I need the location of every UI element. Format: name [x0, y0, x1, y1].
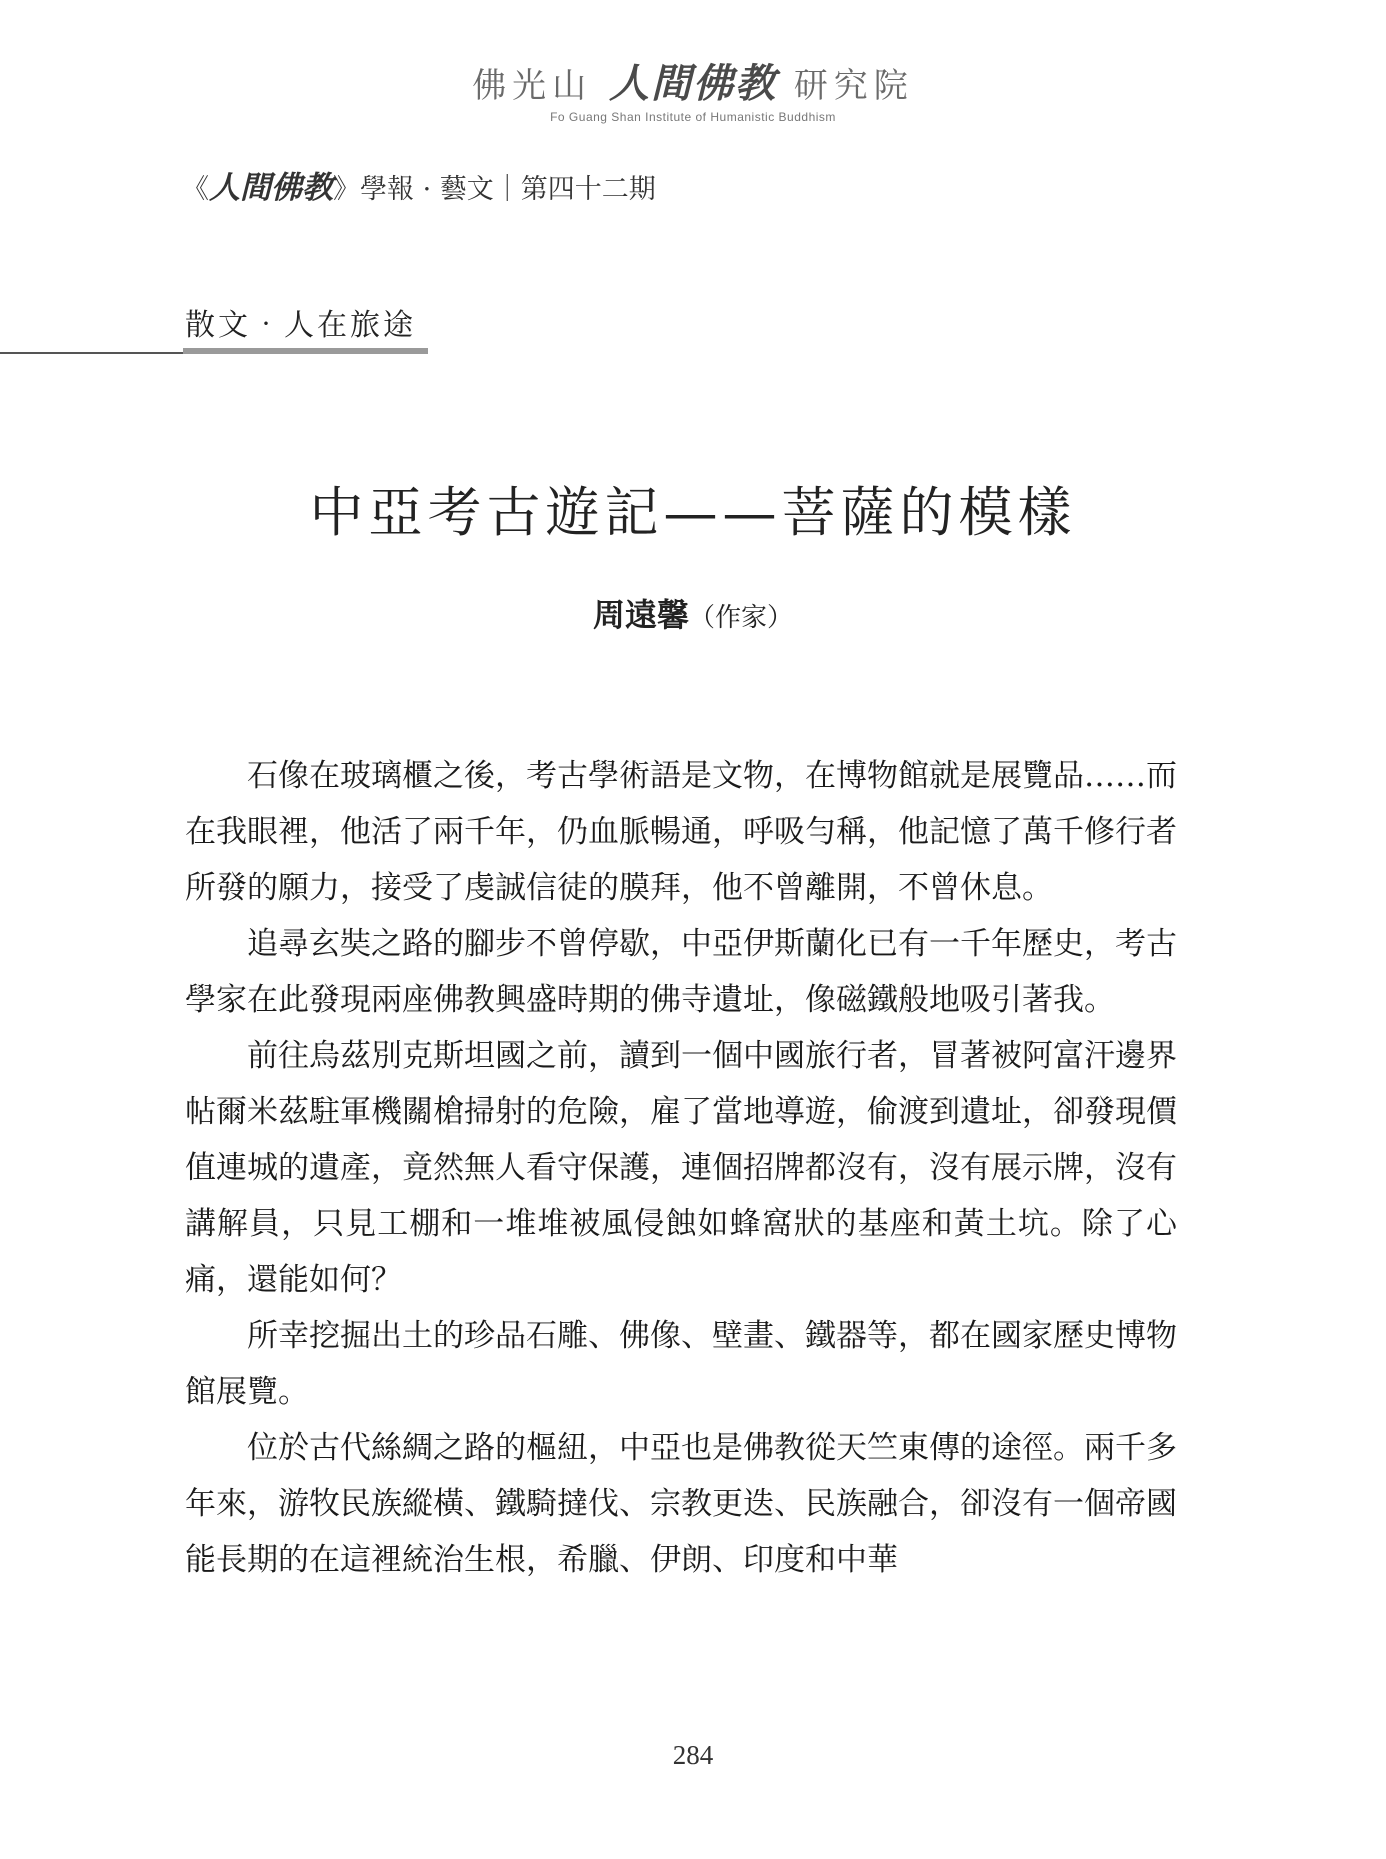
- article-title: 中亞考古遊記——菩薩的模樣: [309, 481, 1077, 544]
- journal-issue: 學報 · 藝文｜第四十二期: [360, 174, 656, 205]
- body-paragraph: 前往烏茲別克斯坦國之前，讀到一個中國旅行者，冒著被阿富汗邊界帖爾米茲駐軍機關槍掃射的危險，雇了當地導遊，偷渡到遺址，卻發現價值連城的遺產，竟然無人看守保護，連個招牌都沒有，沒有展示牌，沒有講解員，只見工棚和一堆堆被風侵蝕如蜂窩狀的基座和黃土坑。除了心痛，還能如何？: [185, 1038, 1177, 1298]
- article-author: [0, 590, 1386, 636]
- body-paragraph: 追尋玄奘之路的腳步不曾停歇，中亞伊斯蘭化已有一千年歷史，考古學家在此發現兩座佛教興盛時期的佛寺遺址，像磁鐵般地吸引著我。: [185, 926, 1177, 1018]
- institute-brand-logo: 人間佛教: [609, 60, 777, 107]
- page-number: 284: [672, 1740, 714, 1770]
- author-role: （作家）: [689, 603, 794, 633]
- journal-running-head: [182, 162, 656, 207]
- institute-name: [0, 62, 1386, 106]
- journal-brand-logo: 人間佛教: [209, 170, 333, 206]
- article-body: [185, 748, 1177, 1588]
- institute-header: [0, 62, 1386, 124]
- author-name: 周遠馨: [592, 596, 689, 634]
- section-underline: [183, 348, 428, 354]
- body-paragraph: 所幸挖掘出土的珍品石雕、佛像、壁畫、鐵器等，都在國家歷史博物館展覽。: [185, 1318, 1177, 1410]
- journal-open-bracket: 《: [182, 174, 209, 205]
- section-label: 散文‧人在旅途: [185, 308, 416, 343]
- institute-english-name: Fo Guang Shan Institute of Humanistic Buddhism: [550, 110, 836, 124]
- journal-close-bracket: 》: [333, 174, 360, 205]
- body-paragraph: 位於古代絲綢之路的樞紐，中亞也是佛教從天竺東傳的途徑。兩千多年來，游牧民族縱橫、鐵騎撻伐、宗教更迭、民族融合，卻沒有一個帝國能長期的在這裡統治生根，希臘、伊朗、印度和中華: [185, 1430, 1177, 1578]
- institute-suffix: 研究院: [793, 66, 914, 106]
- body-paragraph: 石像在玻璃櫃之後，考古學術語是文物，在博物館就是展覽品……而在我眼裡，他活了兩千年，仍血脈暢通，呼吸勻稱，他記憶了萬千修行者所發的願力，接受了虔誠信徒的膜拜，他不曾離開，不曾休息。: [185, 758, 1177, 906]
- institute-prefix: 佛光山: [472, 66, 593, 106]
